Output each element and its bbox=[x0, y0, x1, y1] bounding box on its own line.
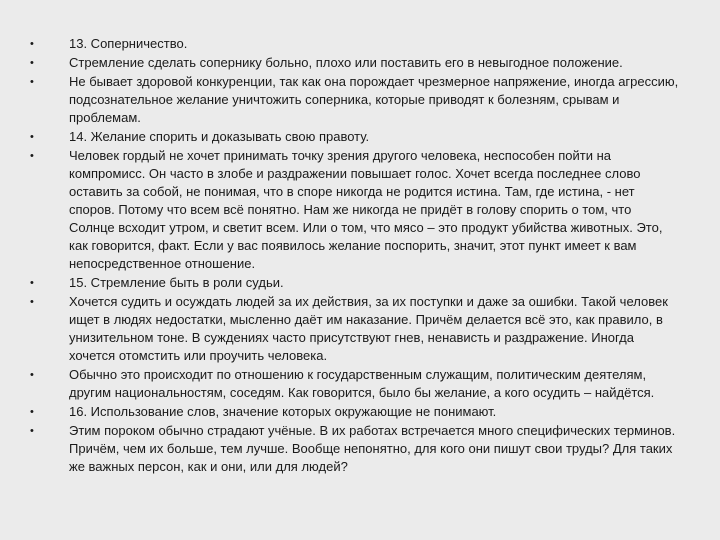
bullet-icon: • bbox=[30, 425, 34, 437]
bullet-icon: • bbox=[30, 369, 34, 381]
item-text: 16. Использование слов, значение которых окружающие не понимают. bbox=[69, 404, 497, 419]
item-text: Этим пороком обычно страдают учёные. В их работах встречается много специфических терминов. Причём, чем их больше, тем лучше. Вообще непонятно, для кого они пишут свои труды? Для таких же важных персон, как и они, или для людей? bbox=[69, 423, 676, 474]
bullet-icon: • bbox=[30, 76, 34, 88]
bullet-icon: • bbox=[30, 131, 34, 143]
bullet-icon: • bbox=[30, 150, 34, 162]
list-item bbox=[30, 128, 680, 146]
list-item bbox=[30, 293, 680, 365]
list-item bbox=[30, 73, 680, 127]
bullet-icon: • bbox=[30, 38, 34, 50]
item-text: 13. Соперничество. bbox=[69, 36, 188, 51]
list-item bbox=[30, 366, 680, 402]
item-text: 15. Стремление быть в роли судьи. bbox=[69, 275, 284, 290]
item-text: Стремление сделать сопернику больно, плохо или поставить его в невыгодное положение. bbox=[69, 55, 623, 70]
item-text: Хочется судить и осуждать людей за их действия, за их поступки и даже за ошибки. Такой человек ищет в людях недостатки, мысленно даёт им наказание. Причём делается всё это, как правило, в унизительном тоне. В суждениях часто присутствуют гнев, ненависть и раздражение. Иногда хочется отомстить или проучить человека. bbox=[69, 294, 668, 363]
list-item bbox=[30, 35, 680, 53]
list-item bbox=[30, 403, 680, 421]
list-item bbox=[30, 422, 680, 476]
bullet-icon: • bbox=[30, 296, 34, 308]
bullet-list bbox=[30, 35, 680, 476]
bullet-icon: • bbox=[30, 406, 34, 418]
item-text: Обычно это происходит по отношению к государственным служащим, политическим деятелям, другим национальностям, соседям. Как говорится, было бы желание, а кого осудить – найдётся. bbox=[69, 367, 655, 400]
bullet-icon: • bbox=[30, 277, 34, 289]
item-text: Человек гордый не хочет принимать точку зрения другого человека, неспособен пойти на компромисс. Он часто в злобе и раздражении повышает голос. Хочет всегда последнее слово оставить за собой, не понимая, что в споре никогда не родится истина. Там, где истина, - нет споров. Потому что всем всё понятно. Нам же никогда не придёт в голову спорить о том, что Солнце всходит утром, и светит всем. Или о том, что мясо – это продукт убийства животных. Это, как говорится, факт. Если у вас появилось желание поспорить, значит, этот пункт имеет к вам непосредственное отношение. bbox=[69, 148, 663, 271]
bullet-icon: • bbox=[30, 57, 34, 69]
item-text: 14. Желание спорить и доказывать свою правоту. bbox=[69, 129, 370, 144]
list-item bbox=[30, 147, 680, 273]
item-text: Не бывает здоровой конкуренции, так как она порождает чрезмерное напряжение, иногда агрессию, подсознательное желание уничтожить соперника, которые приводят к болезням, срывам и проблемам. bbox=[69, 74, 679, 125]
list-item bbox=[30, 54, 680, 72]
list-item bbox=[30, 274, 680, 292]
